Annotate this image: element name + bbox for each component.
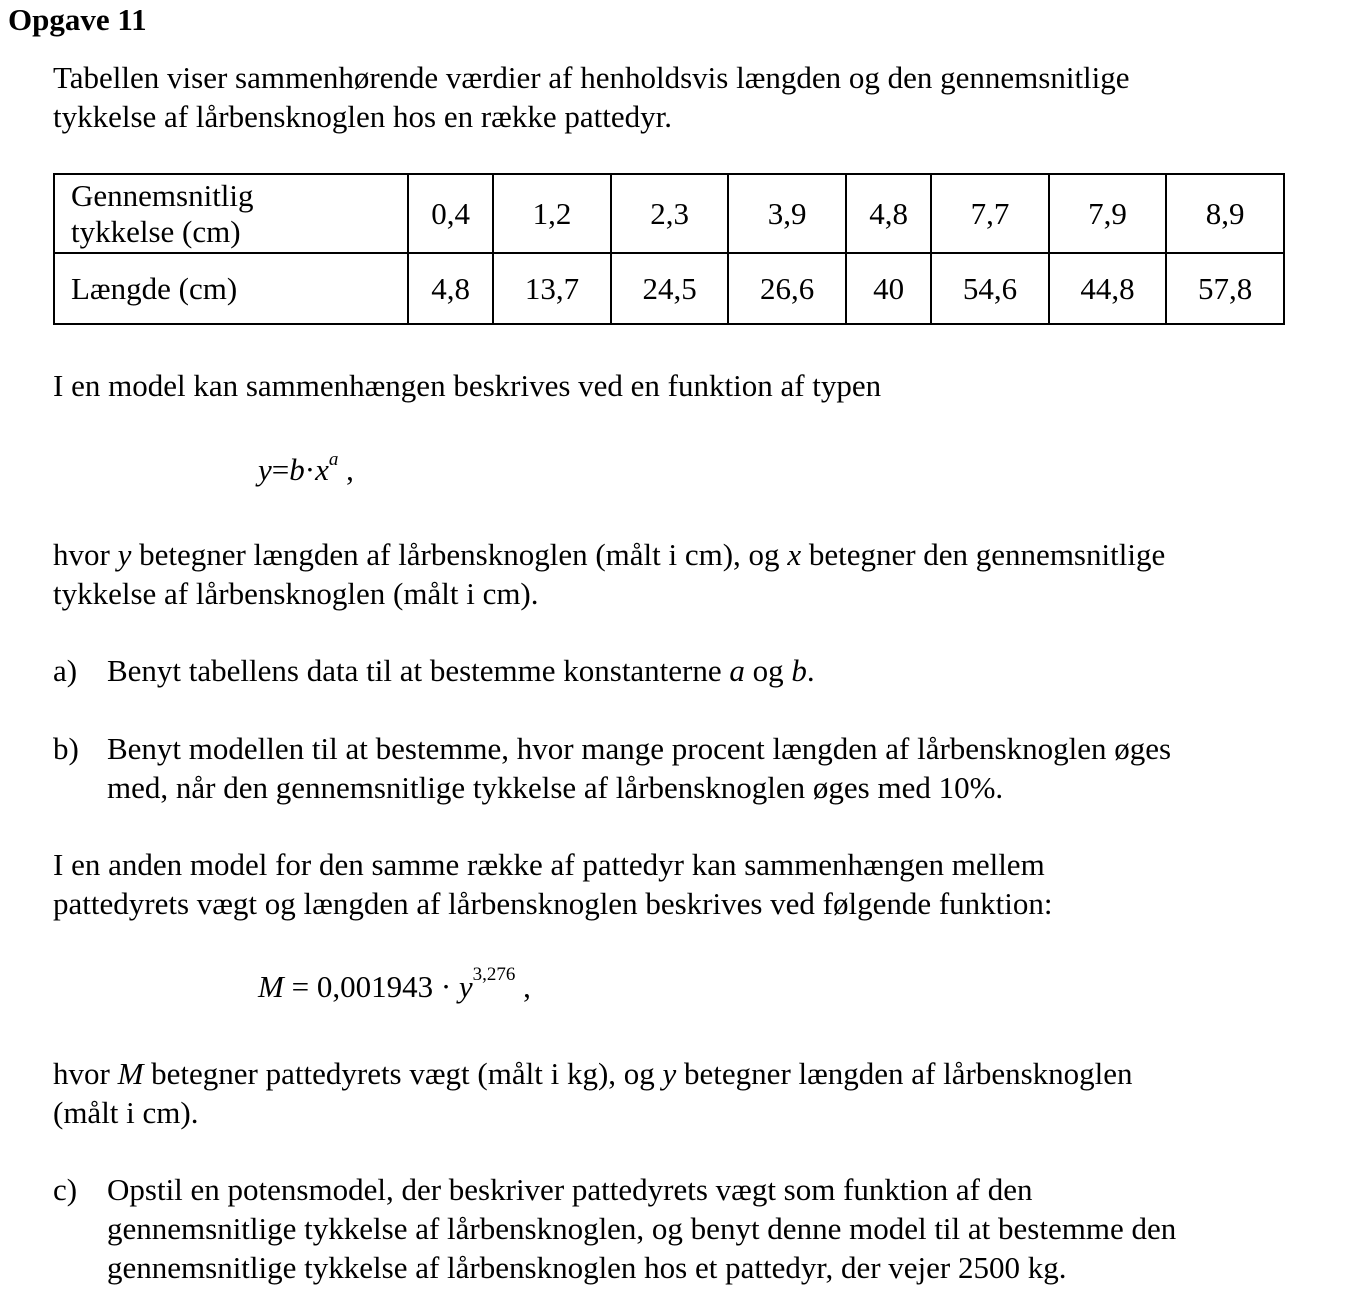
table-cell: 7,9 (1049, 174, 1167, 253)
table-cell: 4,8 (846, 174, 931, 253)
table-cell: 44,8 (1049, 253, 1167, 324)
variable-description: hvor y betegner længden af lårbensknoglen (målt i cm), og x betegner den gennemsnitlige tykkelse af lårbensknoglen (målt i cm). (53, 537, 1166, 611)
table-cell: 2,3 (611, 174, 729, 253)
table-cell: 54,6 (931, 253, 1049, 324)
table-cell: 26,6 (728, 253, 846, 324)
table-cell: 40 (846, 253, 931, 324)
formula-power: $y=b\cdot x^a$ , (258, 449, 354, 487)
table-cell: 24,5 (611, 253, 729, 324)
table-cell: 0,4 (408, 174, 493, 253)
table-cell: 3,9 (728, 174, 846, 253)
row-header-thickness: Gennemsnitlig tykkelse (cm) (54, 174, 408, 253)
table-cell: 7,7 (931, 174, 1049, 253)
formula-weight: $M = 0,001943 \cdot y^{3,276}$ , (258, 964, 531, 1004)
formula-exponent: 3,276 (472, 964, 516, 985)
intro-line: tykkelse af lårbensknoglen hos en række pattedyr. (53, 99, 672, 134)
model-intro: I en model kan sammenhængen beskrives ved en funktion af typen (53, 368, 882, 403)
row-header-length: Længde (cm) (54, 253, 408, 324)
table-row-thickness (54, 174, 1284, 253)
intro-line: Tabellen viser sammenhørende værdier af henholdsvis længden og den gennemsnitlige (53, 60, 1130, 95)
intro-paragraph (53, 58, 1313, 136)
table-row-length (54, 253, 1284, 324)
table-cell: 4,8 (408, 253, 493, 324)
question-label: b) (53, 731, 79, 766)
weight-description: hvor M betegner pattedyrets vægt (målt i kg), og y betegner længden af lårbensknoglen (målt i cm). (53, 1056, 1133, 1130)
table-cell: 57,8 (1166, 253, 1284, 324)
question-label: c) (53, 1172, 78, 1207)
task-title: Opgave 11 (8, 2, 147, 37)
question-b: b) Benyt modellen til at bestemme, hvor mange procent længden af lårbensknoglen øges med, når den gennemsnitlige tykkelse af lårbensknoglen øges med 10%. (53, 731, 1172, 805)
question-label: a) (53, 653, 78, 688)
table-cell: 8,9 (1166, 174, 1284, 253)
data-table (53, 173, 1285, 325)
table-cell: 13,7 (493, 253, 611, 324)
model2-intro: I en anden model for den samme række af pattedyr kan sammenhængen mellem pattedyrets vægt og længden af lårbensknoglen beskrives ved følgende funktion: (53, 847, 1053, 921)
formula-exponent: a (328, 449, 339, 470)
question-c: c) Opstil en potensmodel, der beskriver pattedyrets vægt som funktion af den gennemsnitlige tykkelse af lårbensknoglen, og benyt denne model til at bestemme den gennemsnitlige tykkelse af lårbensknoglen hos et pattedyr, der vejer 2500 kg. (53, 1172, 1177, 1285)
table-cell: 1,2 (493, 174, 611, 253)
